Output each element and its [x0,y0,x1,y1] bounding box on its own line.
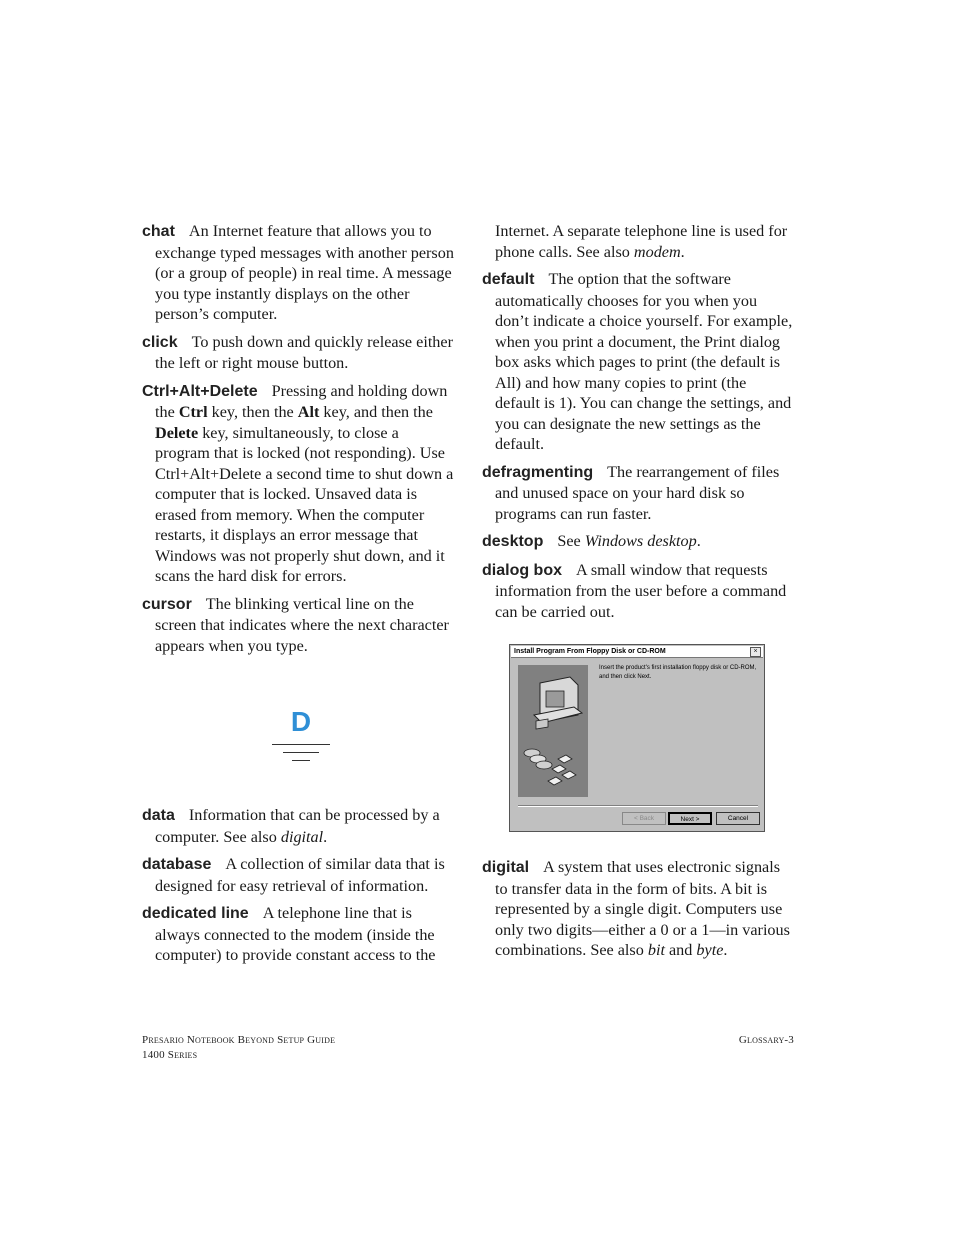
entry-ctrl-alt-delete [142,381,454,587]
definition: A system that uses electronic signals to transfer data in the form of bits. A bit is represented by a single digit. Computers use only two digits—either a 0 or a 1—in various combinations. See also [495,858,790,959]
cancel-button[interactable]: Cancel [716,812,760,825]
definition: The blinking vertical line on the screen that indicates where the next character appears when you type. [155,594,449,655]
dialog-titlebar [511,646,763,658]
divider [272,744,330,745]
entry-cursor [142,594,454,657]
next-button[interactable]: Next > [668,812,712,825]
glossary-column-right-lower [482,857,794,968]
entry-data [142,805,454,847]
entry-click [142,332,454,374]
divider [518,805,758,807]
definition: Internet. A separate telephone line is used for phone calls. See also [495,222,788,261]
key-name: Ctrl [178,403,208,421]
install-illustration [518,665,588,797]
glossary-column-right [482,221,794,629]
definition-part: Pressing and holding down the [155,381,448,421]
definition: To push down and quickly release either the left or right mouse button. [155,332,453,372]
key-name: Alt [297,403,320,421]
key-name: Delete [155,423,199,442]
term: desktop [482,533,544,550]
computer-and-disks-icon [518,665,588,797]
entry-continuation [482,221,794,262]
footer-series-line: 1400 Series [142,1049,198,1061]
section-letter: D [290,706,312,737]
entry-database [142,854,454,896]
term: click [142,333,178,351]
cross-reference: digital [280,827,324,846]
footer-book-title [142,1033,335,1063]
term: Ctrl+Alt+Delete [142,382,258,400]
entry-digital [482,857,794,961]
term: digital [482,859,530,876]
punctuation: . [323,827,328,846]
term: default [482,271,535,288]
punctuation: . [723,941,728,959]
definition: Information that can be processed by a computer. See also [155,806,440,846]
term: cursor [142,595,192,613]
punctuation: . [680,242,685,261]
definition-part: key, and then the [319,403,433,421]
footer-title-line: Presario Notebook Beyond Setup Guide [142,1034,336,1046]
entry-default [482,269,794,455]
definition: An Internet feature that allows you to exchange typed messages with another person (or a group of people) in real time. A message you type instantly displays on the other person’s computer. [155,222,454,323]
definition-part: and [664,941,697,959]
term: database [142,856,212,873]
cross-reference: modem [633,242,681,261]
entry-chat [142,221,454,325]
term: chat [142,223,175,240]
dialog-message: Insert the product's first installation floppy disk or CD-ROM, and then click Next. [599,665,757,680]
cross-reference: byte [696,941,724,959]
entry-defragmenting [482,462,794,525]
definition-part: key, then the [207,403,298,421]
footer-page-number: Glossary-3 [738,1034,794,1046]
cross-reference: Windows desktop [584,532,697,550]
cross-reference: bit [647,941,665,959]
divider [292,760,310,761]
definition-part: key, simultaneously, to close a program that is locked (not responding). Use Ctrl+Alt+Delete a second time to shut down a computer that is locked. Unsaved data is erased from memory. When the computer restarts, it displays an error message that Windows was not properly shut down, and it scans the hard disk for errors. [155,423,454,585]
install-program-dialog [509,644,765,832]
term: dedicated line [142,905,249,922]
dialog-title: Install Program From Floppy Disk or CD-ROM [514,648,666,655]
term: data [142,807,175,824]
entry-dialog-box [482,560,794,623]
entry-desktop [482,531,794,553]
punctuation: . [696,532,701,550]
term: defragmenting [482,463,594,481]
close-icon[interactable]: × [750,647,761,657]
glossary-column-left-d [142,805,454,973]
definition: A telephone line that is always connected to the modem (inside the computer) to provide constant access to the [155,904,436,964]
glossary-column-left [142,221,454,663]
definition: See [557,532,585,550]
section-letter-heading [272,706,330,766]
back-button[interactable]: < Back [622,812,666,825]
definition: The rearrangement of files and unused space on your hard disk so programs can run faster. [495,462,780,523]
definition: The option that the software automatically chooses for you when you don’t indicate a choice yourself. For example, when you print a document, the Print dialog box asks which pages to print (the default is All) and how many copies to print (the default is 1). You can change the settings, and you can designate the new settings as the default. [495,270,793,453]
term: dialog box [482,561,562,579]
entry-dedicated-line [142,903,454,966]
definition: A collection of similar data that is designed for easy retrieval of information. [155,855,445,895]
divider [283,752,319,753]
definition: A small window that requests information from the user before a command can be carried out. [495,560,787,621]
